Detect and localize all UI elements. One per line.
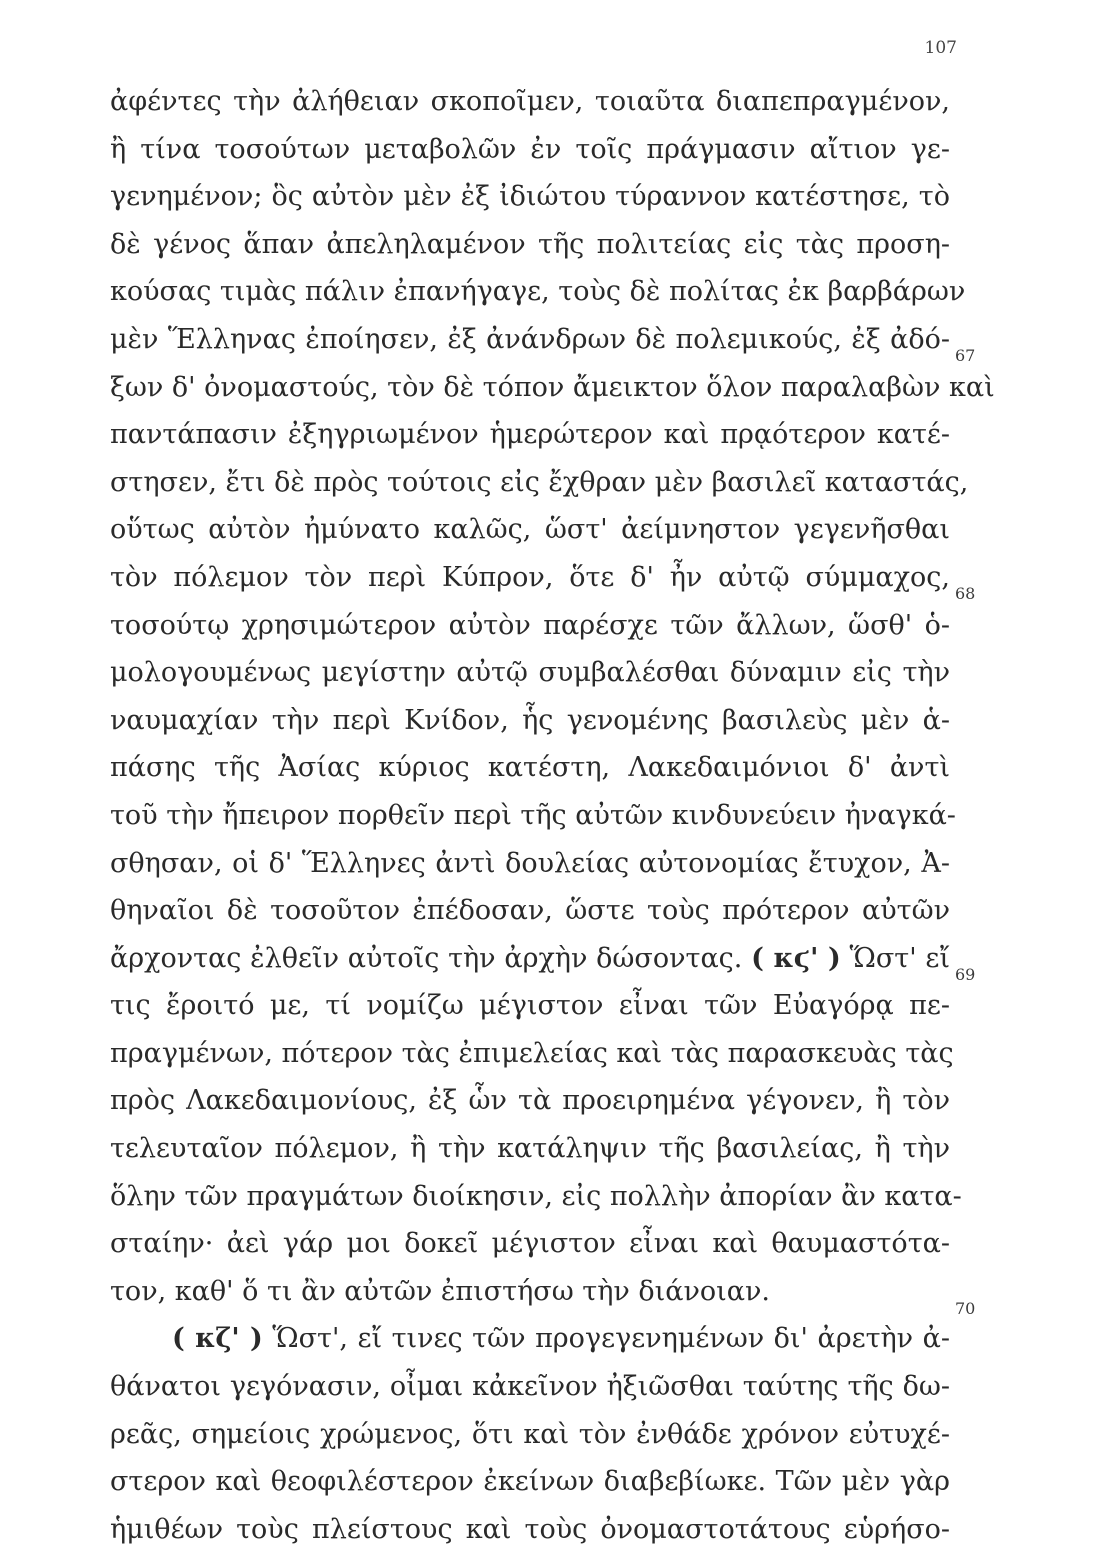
text-line: ρεᾶς, σημείοις χρώμενος, ὅτι καὶ τὸν ἐνθάδε χρόνον εὐτυχέ- bbox=[110, 1418, 950, 1450]
text-line: πραγμένων, πότερον τὰς ἐπιμελείας καὶ τὰς παρασκευὰς τὰς bbox=[110, 1037, 954, 1069]
text-line: πάσης τῆς Ἀσίας κύριος κατέστη, Λακεδαιμόνιοι δ' ἀντὶ bbox=[110, 752, 950, 784]
text-segment: Ὥστ' εἴ bbox=[849, 942, 950, 974]
section-marker: ( κϛ' ) bbox=[751, 942, 841, 974]
text-line: ὅλην τῶν πραγμάτων διοίκησιν, εἰς πολλὴν ἀπορίαν ἂν κατα- bbox=[110, 1180, 962, 1212]
text-line: ἀφέντες τὴν ἀλήθειαν σκοποῖμεν, τοιαῦτα διαπεπραγμένον, bbox=[110, 86, 950, 117]
text-line: στησεν, ἔτι δὲ πρὸς τούτοις εἰς ἔχθραν μὲν βασιλεῖ καταστάς, bbox=[110, 466, 969, 498]
text-segment: Ὥστ', εἴ τινες τῶν προγεγενημένων δι' ἀρετὴν ἀ- bbox=[272, 1323, 950, 1355]
margin-section-number: 68 bbox=[955, 584, 976, 603]
text-line: τὸν πόλεμον τὸν περὶ Κύπρον, ὅτε δ' ἦν αὐτῷ σύμμαχος, bbox=[110, 561, 950, 593]
text-line: ναυμαχίαν τὴν περὶ Κνίδον, ἧς γενομένης βασιλεὺς μὲν ἁ- bbox=[110, 704, 950, 736]
text-line: σθησαν, οἱ δ' Ἕλληνες ἀντὶ δουλείας αὐτονομίας ἔτυχον, Ἀ- bbox=[110, 847, 950, 879]
margin-section-number: 70 bbox=[955, 1299, 976, 1318]
text-line: τοῦ τὴν ἤπειρον πορθεῖν περὶ τῆς αὐτῶν κινδυνεύειν ἠναγκά- bbox=[110, 799, 956, 831]
text-line-with-marker bbox=[110, 935, 950, 983]
text-segment: ἄρχοντας ἐλθεῖν αὐτοῖς τὴν ἀρχὴν δώσοντας. bbox=[110, 942, 743, 974]
text-line: ἡμιθέων τοὺς πλείστους καὶ τοὺς ὀνομαστοτάτους εὑρήσο- bbox=[110, 1513, 950, 1545]
text-line: δὲ γένος ἅπαν ἀπεληλαμένον τῆς πολιτείας εἰς τὰς προση- bbox=[110, 228, 950, 260]
text-line: τοσούτῳ χρησιμώτερον αὐτὸν παρέσχε τῶν ἄλλων, ὥσθ' ὁ- bbox=[110, 609, 950, 641]
text-line: στερον καὶ θεοφιλέστερον ἐκείνων διαβεβίωκε. Τῶν μὲν γὰρ bbox=[110, 1466, 950, 1498]
text-line: τον, καθ' ὅ τι ἂν αὐτῶν ἐπιστήσω τὴν διάνοιαν. bbox=[110, 1275, 770, 1307]
text-line: τις ἔροιτό με, τί νομίζω μέγιστον εἶναι τῶν Εὐαγόρᾳ πε- bbox=[110, 990, 950, 1022]
text-line: γενημένον; ὃς αὐτὸν μὲν ἐξ ἰδιώτου τύραννον κατέστησε, τὸ bbox=[110, 181, 950, 213]
text-line: ἢ τίνα τοσούτων μεταβολῶν ἐν τοῖς πράγμασιν αἴτιον γε- bbox=[110, 133, 950, 165]
text-line: κούσας τιμὰς πάλιν ἐπανήγαγε, τοὺς δὲ πολίτας ἐκ βαρβάρων bbox=[110, 276, 966, 308]
section-marker: ( κζ' ) bbox=[172, 1323, 263, 1355]
text-line: πρὸς Λακεδαιμονίους, ἐξ ὧν τὰ προειρημένα γέγονεν, ἢ τὸν bbox=[110, 1085, 950, 1117]
text-line: σταίην· ἀεὶ γάρ μοι δοκεῖ μέγιστον εἶναι καὶ θαυμαστότα- bbox=[110, 1228, 950, 1260]
text-line: ξων δ' ὀνομαστούς, τὸν δὲ τόπον ἄμεικτον ὅλον παραλαβὼν καὶ bbox=[110, 371, 995, 403]
margin-section-number: 69 bbox=[955, 965, 976, 984]
text-line: θάνατοι γεγόνασιν, οἶμαι κἀκεῖνον ἠξιῶσθαι ταύτης τῆς δω- bbox=[110, 1371, 950, 1403]
text-line: μὲν Ἕλληνας ἐποίησεν, ἐξ ἀνάνδρων δὲ πολεμικούς, ἐξ ἀδό- bbox=[110, 323, 950, 355]
text-line: θηναῖοι δὲ τοσοῦτον ἐπέδοσαν, ὥστε τοὺς πρότερον αὐτῶν bbox=[110, 895, 950, 927]
margin-section-number: 67 bbox=[955, 346, 976, 365]
page-number: 107 bbox=[924, 38, 957, 58]
text-line: τελευταῖον πόλεμον, ἢ τὴν κατάληψιν τῆς βασιλείας, ἢ τὴν bbox=[110, 1133, 950, 1165]
text-line-with-marker bbox=[110, 1315, 950, 1363]
text-line: μολογουμένως μεγίστην αὐτῷ συμβαλέσθαι δύναμιν εἰς τὴν bbox=[110, 657, 950, 689]
text-line: παντάπασιν ἐξηγριωμένον ἡμερώτερον καὶ πρᾳότερον κατέ- bbox=[110, 419, 950, 451]
text-line: οὕτως αὐτὸν ἠμύνατο καλῶς, ὥστ' ἀείμνηστον γεγενῆσθαι bbox=[110, 514, 950, 546]
